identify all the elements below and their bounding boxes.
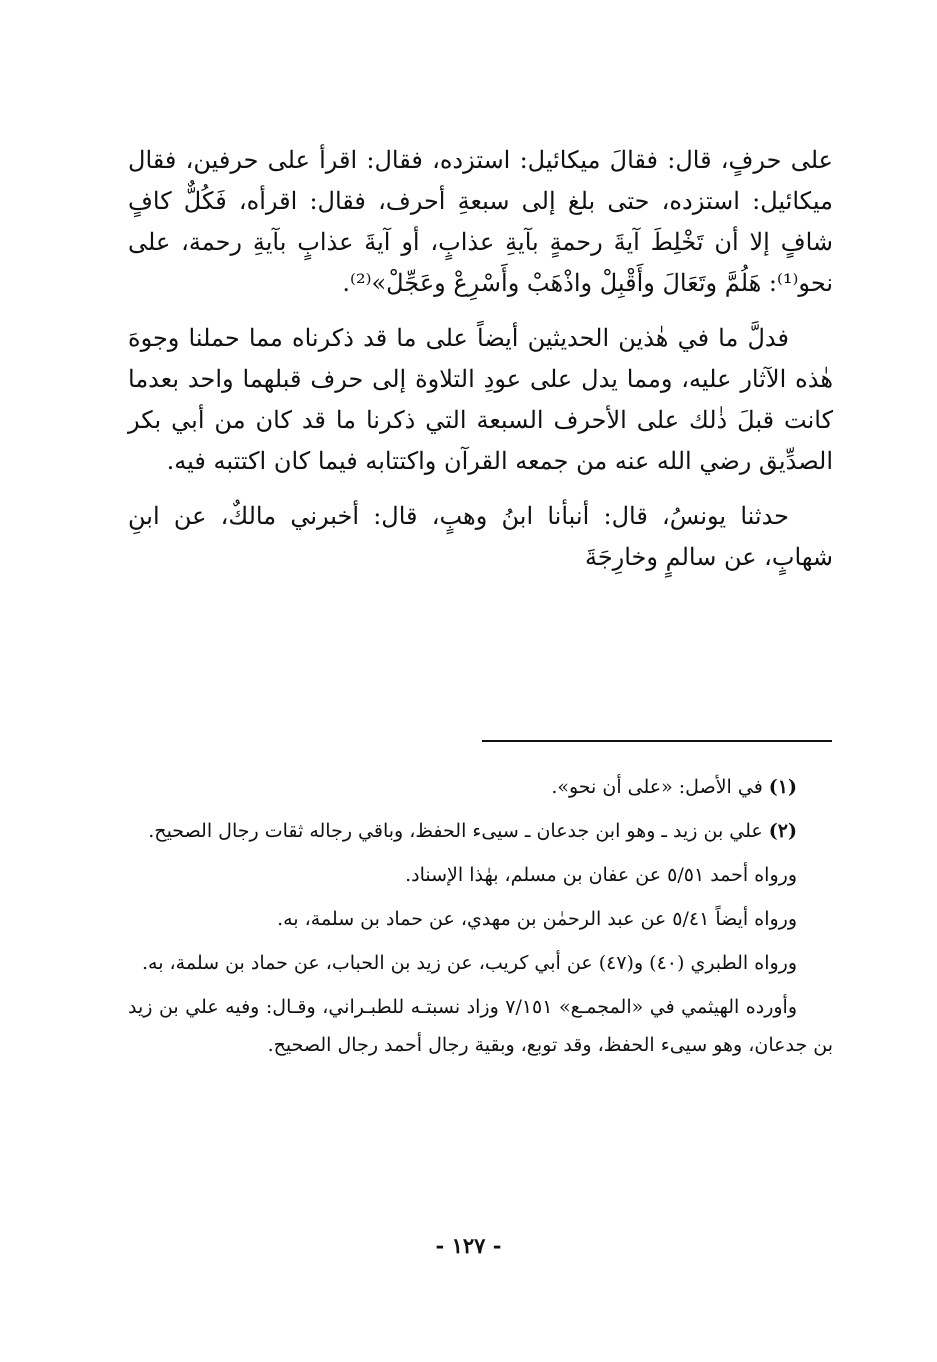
footnote-2-number: (٢) [768, 820, 797, 842]
body-paragraph-2: فدلَّ ما في هٰذين الحديثين أيضاً على ما قد ذكرناه مما حملنا وجوهَ هٰذه الآثار عليه، ومما يدل على عودِ التلاوة إلى حرف قبلهما واحد بعدما كانت قبلَ ذٰلك على الأحرف السبعة التي ذكرنا ما قد كان من أبي بكر الصدِّيق رضي الله عنه من جمعه القرآن واكتتابه فيما كان اكتتبه فيه. [128, 324, 833, 475]
footnote-2-text: علي بن زيد ـ وهو ابن جدعان ـ سيىء الحفظ، وباقي رجاله ثقات رجال الصحيح. [148, 820, 763, 842]
main-text [128, 140, 833, 592]
footnote-1-text: في الأصل: «على أن نحو». [551, 776, 763, 798]
footnotes [128, 768, 833, 1070]
footnote-2-line-ahmad-also: ورواه أيضاً ٥/٤١ عن عبد الرحمٰن بن مهدي، عن حماد بن سلمة، به. [277, 908, 797, 930]
footnote-2-line-haythami: وأورده الهيثمي في «المجمـع» ٧/١٥١ وزاد نسبتـه للطبـراني، وقـال: وفيه علي بن زيد بن جدعان، وهو سيىء الحفظ، وقد توبع، وبقية رجال أحمد رجال الصحيح. [128, 996, 833, 1056]
footnote-divider [482, 740, 832, 742]
footnote-2 [128, 812, 833, 850]
footnote-1-number: (١) [768, 776, 797, 798]
body-paragraph-1: على حرفٍ، قال: فقالَ ميكائيل: استزده، فقال: اقرأ على حرفين، فقال ميكائيل: استزده، حتى بلغ إلى سبعةِ أحرف، فقال: اقرأه، فَكُلٌّ كافٍ شافٍ إلا أن تَخْلِطَ آيةَ رحمةٍ بآيةِ عذابٍ، أو آيةَ عذابٍ بآيةِ رحمة، على نحو⁽¹⁾: هَلُمَّ وتَعَالَ وأَقْبِلْ واذْهَبْ وأَسْرِعْ وعَجِّلْ»⁽²⁾. [128, 146, 833, 297]
footnote-1 [128, 768, 833, 806]
page-number: - ١٢٧ - [435, 1233, 502, 1258]
footnote-2-line-ahmad: ورواه أحمد ٥/٥١ عن عفان بن مسلم، بهٰذا الإسناد. [405, 864, 797, 886]
body-paragraph-3: حدثنا يونسُ، قال: أنبأنا ابنُ وهبٍ، قال: أخبرني مالكٌ، عن ابنِ شهابٍ، عن سالمٍ وخارِجَةَ [128, 502, 833, 571]
footnote-2-line-tabari: ورواه الطبري (٤٠) و(٤٧) عن أبي كريب، عن زيد بن الحباب، عن حماد بن سلمة، به. [141, 952, 797, 974]
